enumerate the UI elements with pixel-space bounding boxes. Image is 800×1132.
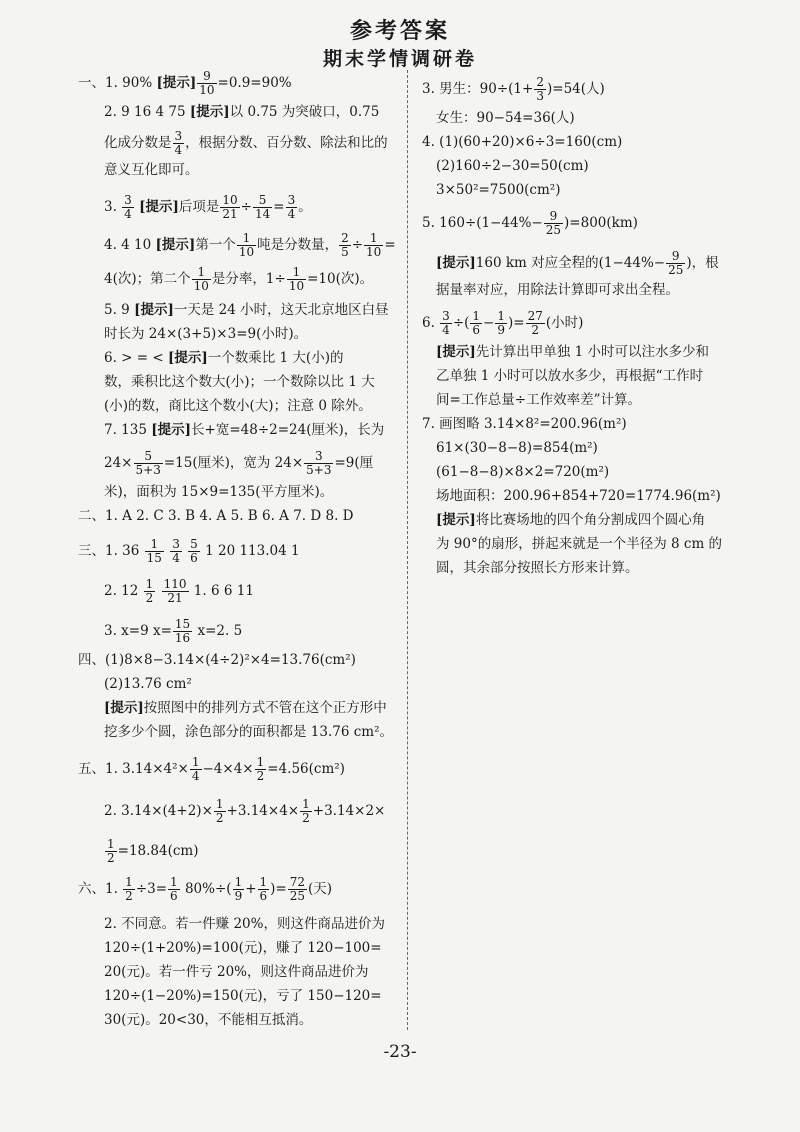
answer-text: 3×50²=7500(cm²) [436,182,561,198]
answer-text: )，根 [686,255,719,271]
right-line [422,76,605,103]
answer-text: ÷( [452,315,470,331]
page-subtitle: 期末学情调研卷 [322,48,477,70]
hint-label: [提示] [189,104,230,120]
fraction: $\frac{1}{2}$ [125,875,133,903]
answer-text: 1 20 113.04 1 [200,543,300,559]
fraction: $\frac{1}{9}$ [497,309,505,337]
fraction: $\frac{1}{2}$ [145,577,154,605]
answer-text: − [483,315,495,331]
hint-label: [提示] [436,344,476,360]
answer-text: 7. 画图略 3.14×8²=200.96(m²) [422,416,627,432]
answer-text: 6. [422,315,440,331]
right-line [436,462,609,482]
answer-text: 4. (1)(60+20)×6÷3=160(cm) [422,134,623,150]
answer-text: )= [270,881,287,897]
answer-text: 先计算出甲单独 1 小时可以注水多少和 [475,344,709,360]
hint-label: [提示] [151,422,192,438]
hint-label: [提示] [436,255,476,271]
left-line [104,372,375,392]
fraction: $\frac{3}{4}$ [442,309,450,337]
answer-text [183,543,187,559]
answer-text: 一、1. 90% [78,75,157,91]
answer-text: (61−8−8)×8×2=720(m²) [436,464,610,480]
fraction: $\frac{1}{10}$ [288,265,305,293]
right-line [436,108,575,128]
fraction: $\frac{3}{4}$ [287,193,296,221]
answer-text: =18.84(cm) [117,843,199,859]
left-line [104,838,199,865]
right-line [436,438,598,458]
answer-text: 意义互化即可。 [104,162,199,178]
fraction: $\frac{1}{15}$ [146,537,162,565]
fraction: $\frac{1}{10}$ [238,231,255,259]
fraction: $\frac{1}{2}$ [107,837,115,865]
left-line [104,324,307,344]
answer-text: +3.14×2× [312,803,386,819]
answer-text: + [245,881,257,897]
answer-text: 据量率对应，用除法计算即可求出全程。 [436,282,679,298]
left-line [104,102,379,122]
fraction: $\frac{2}{5}$ [341,231,349,259]
right-line [436,366,703,386]
left-line [104,194,312,221]
fraction: $\frac{1}{2}$ [302,797,310,825]
answer-text: 长+宽=48÷2=24(厘米)，长为 [191,422,385,438]
answer-text: 五、1. 3.14×4²× [78,761,189,777]
right-line [436,280,679,300]
answer-text: =15(厘米)，宽为 24× [163,455,304,471]
answer-text: 3. 男生：90÷(1+ [422,81,534,97]
answer-text: ÷ [351,237,364,253]
answer-text: 挖多少个圆，涂色部分的面积都是 13.76 cm²。 [104,724,394,740]
answer-text: 2. 3.14×(4+2)× [104,803,213,819]
answer-text: ，根据分数、百分数、除法和比的 [185,135,388,151]
fraction: $\frac{3}{4}$ [124,193,132,221]
answer-text: =9(厘 [334,455,374,471]
answer-text: 3. [104,199,122,215]
answer-text: 数，乘积比这个数大(小)；一个数除以比 1 大 [104,374,375,390]
right-line [422,310,583,337]
answer-text: 160 km 对应全程的(1−44%− [475,255,666,271]
left-line [78,876,332,903]
answer-text: 6. > = < [104,350,168,366]
left-line [104,914,385,934]
answer-text: 按照图中的排列方式不管在这个正方形中 [143,700,387,716]
left-line [104,160,199,180]
answer-text: )= [508,315,525,331]
left-line [104,348,343,368]
left-line [104,674,192,694]
answer-text: 乙单独 1 小时可以放水多少，再根据“工作时 [436,368,704,384]
answer-text: 吨是分数量， [257,237,339,253]
answer-text: 六、1. [78,881,123,897]
fraction: $\frac{110}{21}$ [163,577,187,605]
fraction: $\frac{5}{5+3}$ [135,449,161,477]
page-number: -23- [383,1042,417,1062]
hint-label: [提示] [436,512,476,528]
answer-text: ÷3= [135,881,168,897]
answer-text: 化成分数是 [104,135,172,151]
right-line [422,210,638,237]
left-line [78,650,356,670]
answer-text: (小)的数，商比这个数小(大)；注意 0 除外。 [104,398,372,414]
fraction: $\frac{3}{4}$ [172,537,180,565]
right-line [436,390,641,410]
fraction: $\frac{15}{16}$ [174,617,191,645]
fraction: $\frac{1}{6}$ [259,875,268,903]
left-line [104,300,389,320]
hint-label: [提示] [104,700,144,716]
answer-text: 以 0.75 为突破口，0.75 [229,104,380,120]
answer-text: 1. 6 6 11 [189,583,254,599]
left-line [104,396,372,416]
right-line [422,414,627,434]
answer-text: 2. 9 16 4 75 [104,104,190,120]
answer-text: 4(次)；第二个 [104,271,191,287]
fraction: $\frac{3}{5+3}$ [306,449,332,477]
hint-label: [提示] [134,302,174,318]
right-line [436,534,722,554]
fraction: $\frac{2}{3}$ [536,75,544,103]
answer-text: −4×4× [202,761,254,777]
left-line [104,962,369,982]
answer-text: 第一个 [195,237,236,253]
left-line [104,798,385,825]
answer-text: (天) [308,881,333,897]
fraction: $\frac{3}{4}$ [174,129,183,157]
fraction: $\frac{9}{25}$ [545,209,562,237]
answer-text: = [384,237,396,253]
answer-text: 一天是 24 小时，这天北京地区白昼 [173,302,389,318]
fraction: $\frac{10}{21}$ [222,193,238,221]
answer-text: +3.14×4× [226,803,300,819]
answer-text: 30(元)。20<30，不能相互抵消。 [104,1012,313,1028]
answer-text: 米)，面积为 15×9=135(平方厘米)。 [104,484,334,500]
answer-text: 是分率，1÷ [211,271,286,287]
answer-text [156,583,160,599]
column-divider [407,70,408,1030]
fraction: $\frac{5}{14}$ [254,193,271,221]
fraction: $\frac{1}{10}$ [366,231,382,259]
answer-text: 场地面积：200.96+854+720=1774.96(m²) [436,488,721,504]
answer-text: 7. 135 [104,422,152,438]
right-line [436,250,719,277]
fraction: $\frac{1}{6}$ [170,875,178,903]
answer-text: 20(元)。若一件亏 20%，则这件商品进价为 [104,964,369,980]
hint-label: [提示] [139,199,179,215]
answer-text: 2. 12 [104,583,143,599]
fraction: $\frac{1}{2}$ [215,797,224,825]
answer-text: 为 90°的扇形，拼起来就是一个半径为 8 cm 的 [436,536,723,552]
answer-text: ÷ [240,199,252,215]
answer-text: 4. 4 10 [104,237,156,253]
left-line [104,232,396,259]
fraction: $\frac{1}{9}$ [234,875,243,903]
left-line [104,986,382,1006]
right-line [422,132,622,152]
answer-text: =10(次)。 [307,271,374,287]
answer-text: 。 [298,199,312,215]
answer-text: 80%÷( [180,881,232,897]
fraction: $\frac{1}{2}$ [256,755,265,783]
left-line [104,938,382,958]
answer-text: 120÷(1+20%)=100(元)，赚了 120−100= [104,940,382,956]
answer-text: 四、(1)8×8−3.14×(4÷2)²×4=13.76(cm²) [78,652,356,668]
answer-text: 5. 160÷(1−44%− [422,215,543,231]
hint-label: [提示] [156,75,197,91]
left-line [104,578,254,605]
answer-text: 5. 9 [104,302,135,318]
answer-text: 2. 不同意。若一件赚 20%，则这件商品进价为 [104,916,385,932]
answer-text: 三、1. 36 [78,543,144,559]
left-line [78,756,345,783]
answer-text: 120÷(1−20%)=150(元)，亏了 150−120= [104,988,382,1004]
answer-text: 时长为 24×(3+5)×3=9(小时)。 [104,326,308,342]
answer-text: 24× [104,455,133,471]
answer-text: 61×(30−8−8)=854(m²) [436,440,598,456]
answer-text: 女生：90−54=36(人) [436,110,575,126]
left-line [78,506,353,526]
hint-label: [提示] [167,350,208,366]
left-line [104,266,373,293]
left-line [104,130,388,157]
left-line [104,698,387,718]
fraction: $\frac{1}{6}$ [472,309,481,337]
fraction: $\frac{9}{10}$ [199,69,215,97]
left-line [104,450,373,477]
left-line [104,722,393,742]
left-line [104,420,384,440]
answer-text: (小时) [545,315,584,331]
fraction: $\frac{72}{25}$ [289,875,306,903]
answer-text: = [273,199,285,215]
fraction: $\frac{5}{6}$ [190,537,198,565]
right-line [436,342,709,362]
fraction: $\frac{9}{25}$ [668,249,684,277]
left-line [78,538,300,565]
answer-text: =4.56(cm²) [267,761,345,777]
right-line [436,510,705,530]
left-line [104,618,242,645]
answer-text: 二、1. A 2. C 3. B 4. A 5. B 6. A 7. D 8. D [78,508,354,524]
right-line [436,180,560,200]
answer-text: 后项是 [178,199,220,215]
answer-text: 将比赛场地的四个角分割成四个圆心角 [475,512,706,528]
fraction: $\frac{1}{10}$ [193,265,209,293]
left-line [104,1010,312,1030]
answer-text: 一个数乘比 1 大(小)的 [207,350,344,366]
right-line [436,486,721,506]
hint-label: [提示] [155,237,196,253]
right-line [436,156,589,176]
answer-text: (2)13.76 cm² [104,676,192,692]
fraction: $\frac{1}{4}$ [191,755,200,783]
answer-text: )=800(km) [564,215,638,231]
answer-text: (2)160÷2−30=50(cm) [436,158,589,174]
left-line [104,482,333,502]
answer-text: 3. x=9 x= [104,623,172,639]
right-line [436,558,639,578]
answer-text: 间=工作总量÷工作效率差”计算。 [436,392,642,408]
fraction: $\frac{27}{2}$ [527,309,543,337]
answer-text: 圆，其余部分按照长方形来计算。 [436,560,639,576]
left-line [78,70,292,97]
answer-text [165,543,169,559]
answer-text: x=2. 5 [193,623,243,639]
page-title: 参考答案 [349,18,450,44]
answer-text: )=54(人) [546,81,605,97]
answer-text: =0.9=90% [217,75,292,91]
